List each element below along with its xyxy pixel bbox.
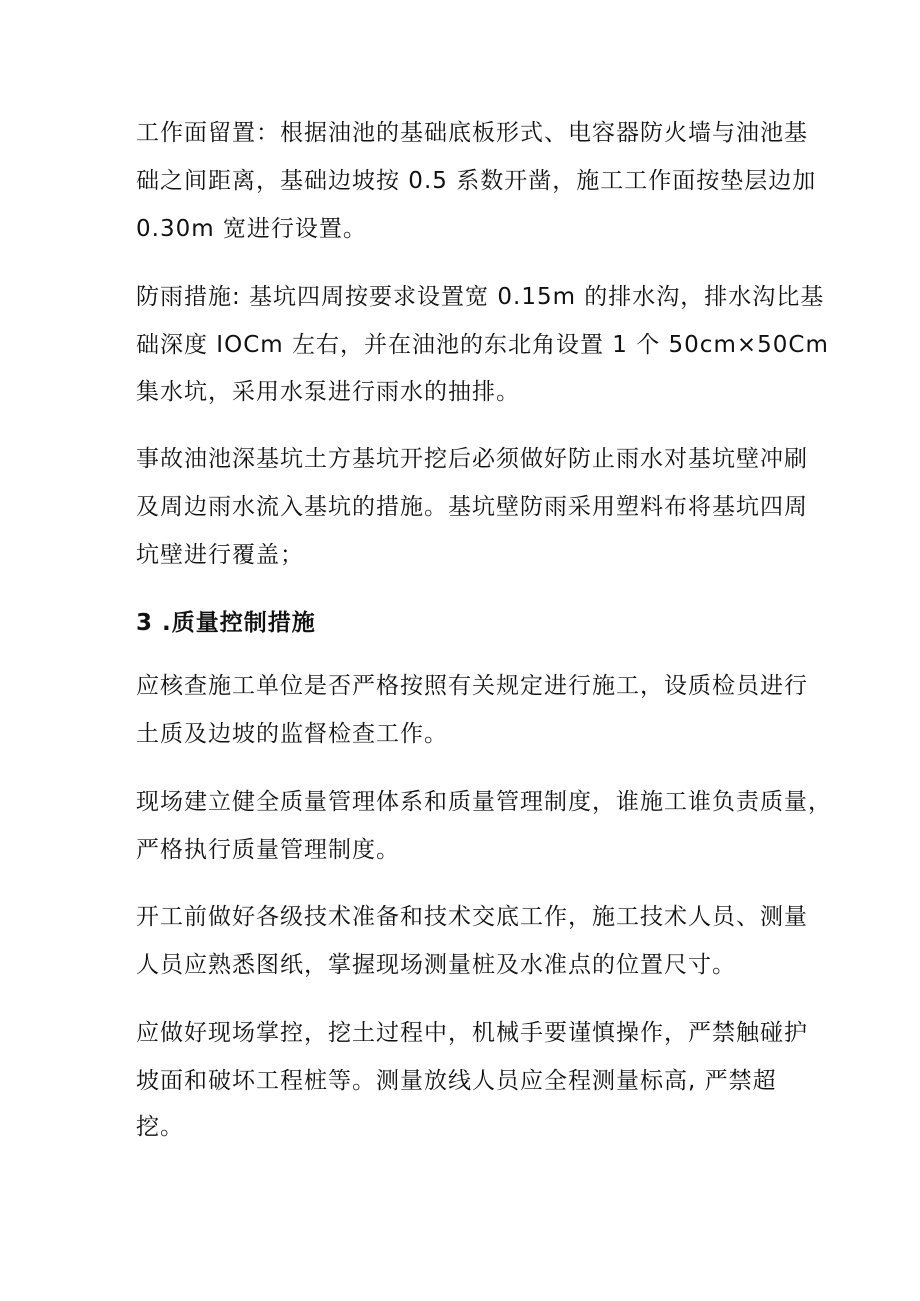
- paragraph-line: 土质及边坡的监督检查工作。: [136, 721, 448, 747]
- paragraph-line: 础之间距离，基础边坡按 0.5 系数开凿，施工工作面按垫层边加: [136, 168, 817, 194]
- paragraph-line: 人员应熟悉图纸，掌握现场测量桩及水准点的位置尺寸。: [136, 952, 736, 978]
- paragraph-line: 础深度 IOCm 左右，并在油池的东北角设置 1 个 50cm×50Cm: [136, 332, 829, 358]
- paragraph-line: 严格执行质量管理制度。: [136, 837, 400, 863]
- paragraph-line: 挖。: [136, 1114, 184, 1140]
- paragraph-line: 防雨措施: 基坑四周按要求设置宽 0.15m 的排水沟，排水沟比基: [136, 284, 825, 310]
- paragraph-line: 坡面和破坏工程桩等。测量放线人员应全程测量标高, 严禁超: [136, 1068, 777, 1094]
- paragraph-line: 事故油池深基坑土方基坑开挖后必须做好防止雨水对基坑壁冲刷: [136, 446, 808, 472]
- section-heading: 3 .质量控制措施: [136, 610, 316, 636]
- paragraph-line: 0.30m 宽进行设置。: [136, 216, 367, 242]
- paragraph-line: 坑壁进行覆盖；: [136, 542, 304, 568]
- paragraph-line: 开工前做好各级技术准备和技术交底工作，施工技术人员、测量: [136, 904, 808, 930]
- paragraph-line: 应核查施工单位是否严格按照有关规定进行施工，设质检员进行: [136, 673, 808, 699]
- paragraph-line: 工作面留置：根据油池的基础底板形式、电容器防火墙与油池基: [136, 120, 808, 146]
- paragraph-line: 集水坑，采用水泵进行雨水的抽排。: [136, 379, 520, 405]
- paragraph-line: 及周边雨水流入基坑的措施。基坑壁防雨采用塑料布将基坑四周: [136, 494, 808, 520]
- paragraph-line: 现场建立健全质量管理体系和质量管理制度，谁施工谁负责质量，: [136, 789, 832, 815]
- paragraph-line: 应做好现场掌控，挖土过程中，机械手要谨慎操作，严禁触碰护: [136, 1020, 808, 1046]
